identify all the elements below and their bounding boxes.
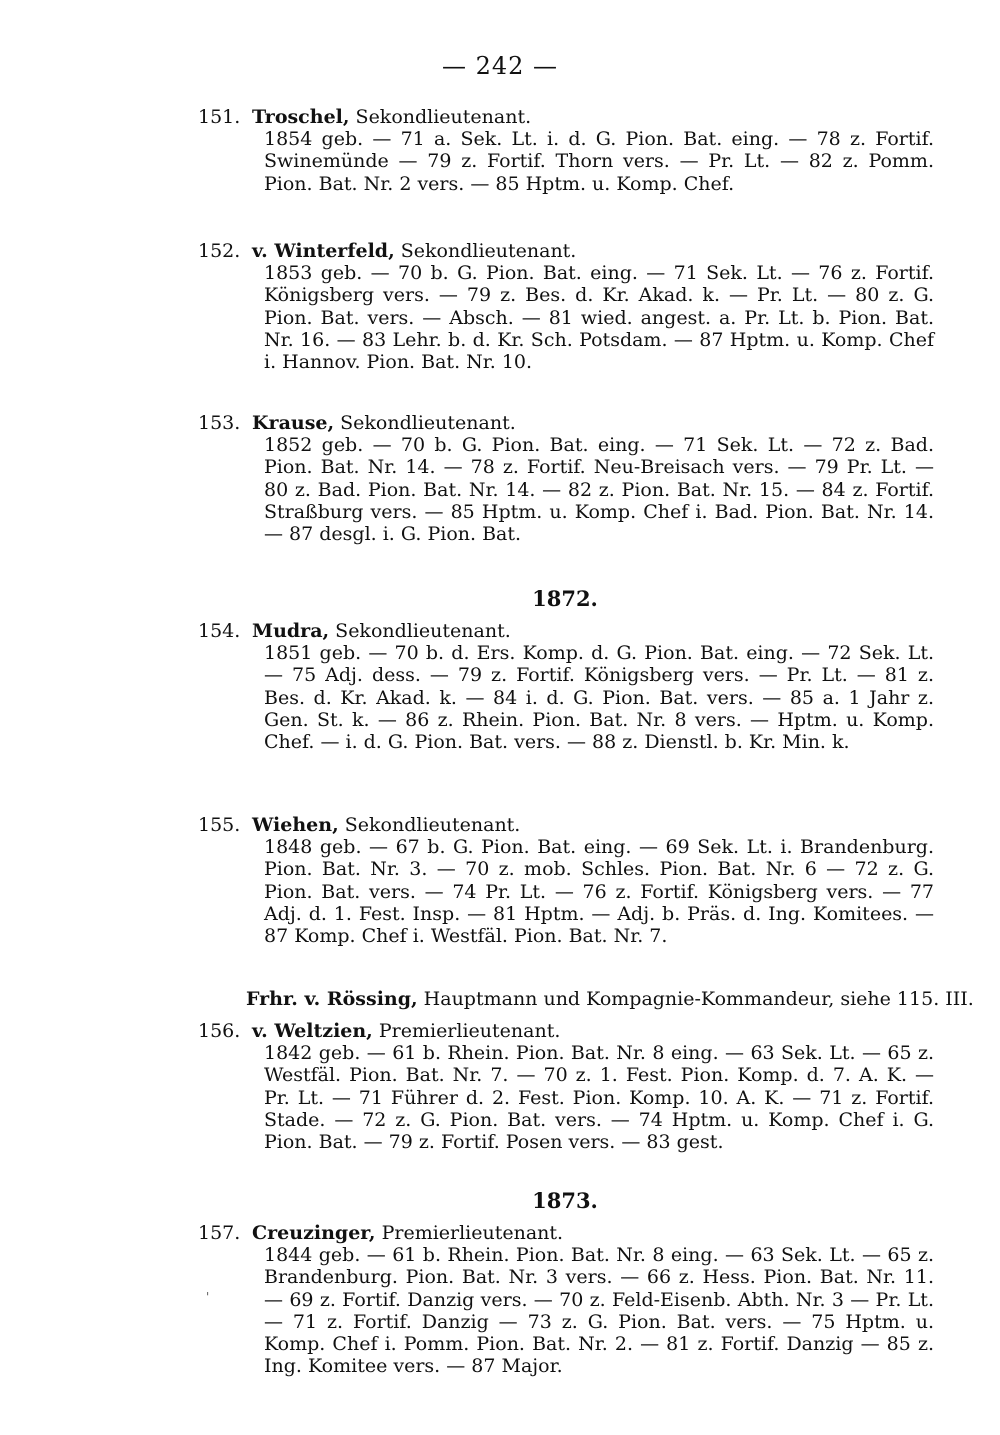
entry-151: [198, 106, 934, 195]
officer-rank: Premierlieutenant.: [381, 1222, 564, 1244]
entry-157: [198, 1222, 934, 1377]
officer-name: v. Winterfeld,: [252, 240, 395, 262]
officer-rank: Sekondlieutenant.: [335, 620, 511, 642]
entry-heading: [198, 620, 934, 642]
stray-mark: ': [206, 1290, 210, 1304]
entry-number: 152.: [198, 240, 241, 262]
officer-rank: Sekondlieutenant.: [340, 412, 516, 434]
officer-name: Troschel,: [252, 106, 350, 128]
entry-heading: [198, 814, 934, 836]
entry-text: 1842 geb. — 61 b. Rhein. Pion. Bat. Nr. 8 eing. — 63 Sek. Lt. — 65 z. Westfäl. Pion. Bat. Nr. 7. — 70 z. 1. Fest. Pion. Komp. d. 7. A. K. — Pr. Lt. — 71 Führer d. 2. Fest. Pion. Komp. 10. A. K. — 71 z. Fortif. Stade. — 72 z. G. Pion. Bat. vers. — 74 Hptm. u. Komp. Chef i. G. Pion. Bat. — 79 z. Fortif. Posen vers. — 83 gest.: [264, 1042, 934, 1154]
year-heading-1873: 1873.: [532, 1188, 598, 1213]
entry-heading: [198, 1020, 934, 1042]
cross-reference: [246, 988, 974, 1010]
officer-rank: Sekondlieutenant.: [400, 240, 577, 262]
entry-text: 1854 geb. — 71 a. Sek. Lt. i. d. G. Pion. Bat. eing. — 78 z. Fortif. Swinemünde — 79 z. Fortif. Thorn vers. — Pr. Lt. — 82 z. Pomm. Pion. Bat. Nr. 2 vers. — 85 Hptm. u. Komp. Chef.: [264, 128, 934, 195]
entry-number: 157.: [198, 1222, 241, 1244]
entry-text: 1852 geb. — 70 b. G. Pion. Bat. eing. — 71 Sek. Lt. — 72 z. Bad. Pion. Bat. Nr. 14. — 78 z. Fortif. Neu-Breisach vers. — 79 Pr. Lt. — 80 z. Bad. Pion. Bat. Nr. 14. — 82 z. Pion. Bat. Nr. 15. — 84 z. Fortif. Straßburg vers. — 85 Hptm. u. Komp. Chef i. Bad. Pion. Bat. Nr. 14. — 87 desgl. i. G. Pion. Bat.: [264, 434, 934, 546]
officer-name: v. Weltzien,: [252, 1020, 373, 1042]
entry-156: [198, 1020, 934, 1153]
officer-rank: Sekondlieutenant.: [355, 106, 532, 128]
entry-number: 153.: [198, 412, 241, 434]
officer-rank: Sekondlieutenant.: [344, 814, 521, 836]
page-number: — 242 —: [441, 52, 559, 80]
entry-heading: [198, 240, 934, 262]
entry-text: 1844 geb. — 61 b. Rhein. Pion. Bat. Nr. 8 eing. — 63 Sek. Lt. — 65 z. Brandenburg. Pion. Bat. Nr. 3 vers. — 66 z. Hess. Pion. Bat. Nr. 11. — 69 z. Fortif. Danzig vers. — 70 z. Feld-Eisenb. Abth. Nr. 3 — Pr. Lt. — 71 z. Fortif. Danzig — 73 z. G. Pion. Bat. vers. — 75 Hptm. u. Komp. Chef i. Pomm. Pion. Bat. Nr. 2. — 81 z. Fortif. Danzig — 85 z. Ing. Komitee vers. — 87 Major.: [264, 1244, 934, 1378]
entry-number: 156.: [198, 1020, 241, 1042]
cross-reference-text: Hauptmann und Kompagnie-Kommandeur, siehe 115. III.: [423, 988, 974, 1010]
officer-name: Creuzinger,: [252, 1222, 376, 1244]
officer-name: Wiehen,: [252, 814, 339, 836]
entry-154: [198, 620, 934, 753]
entry-152: [198, 240, 934, 373]
entry-heading: [198, 412, 934, 434]
entry-text: 1851 geb. — 70 b. d. Ers. Komp. d. G. Pion. Bat. eing. — 72 Sek. Lt. — 75 Adj. dess. — 79 z. Fortif. Königsberg vers. — Pr. Lt. — 81 z. Bes. d. Kr. Akad. k. — 84 i. d. G. Pion. Bat. vers. — 85 a. 1 Jahr z. Gen. St. k. — 86 z. Rhein. Pion. Bat. Nr. 8 vers. — Hptm. u. Komp. Chef. — i. d. G. Pion. Bat. vers. — 88 z. Dienstl. b. Kr. Min. k.: [264, 642, 934, 754]
entry-heading: [198, 1222, 934, 1244]
officer-rank: Premierlieutenant.: [378, 1020, 561, 1042]
entry-number: 151.: [198, 106, 241, 128]
entry-number: 155.: [198, 814, 241, 836]
entry-number: 154.: [198, 620, 241, 642]
officer-name: Mudra,: [252, 620, 330, 642]
year-heading-1872: 1872.: [532, 586, 598, 611]
officer-name: Frhr. v. Rössing,: [246, 988, 418, 1010]
officer-name: Krause,: [252, 412, 335, 434]
entry-155: [198, 814, 934, 947]
entry-heading: [198, 106, 934, 128]
entry-153: [198, 412, 934, 545]
entry-text: 1848 geb. — 67 b. G. Pion. Bat. eing. — 69 Sek. Lt. i. Brandenburg. Pion. Bat. Nr. 3. — 70 z. mob. Schles. Pion. Bat. Nr. 6 — 72 z. G. Pion. Bat. vers. — 74 Pr. Lt. — 76 z. Fortif. Königsberg vers. — 77 Adj. d. 1. Fest. Insp. — 81 Hptm. — Adj. b. Präs. d. Ing. Komitees. — 87 Komp. Chef i. Westfäl. Pion. Bat. Nr. 7.: [264, 836, 934, 948]
entry-text: 1853 geb. — 70 b. G. Pion. Bat. eing. — 71 Sek. Lt. — 76 z. Fortif. Königsberg vers. — 79 z. Bes. d. Kr. Akad. k. — Pr. Lt. — 80 z. G. Pion. Bat. vers. — Absch. — 81 wied. angest. a. Pr. Lt. b. Pion. Bat. Nr. 16. — 83 Lehr. b. d. Kr. Sch. Potsdam. — 87 Hptm. u. Komp. Chef i. Hannov. Pion. Bat. Nr. 10.: [264, 262, 934, 374]
